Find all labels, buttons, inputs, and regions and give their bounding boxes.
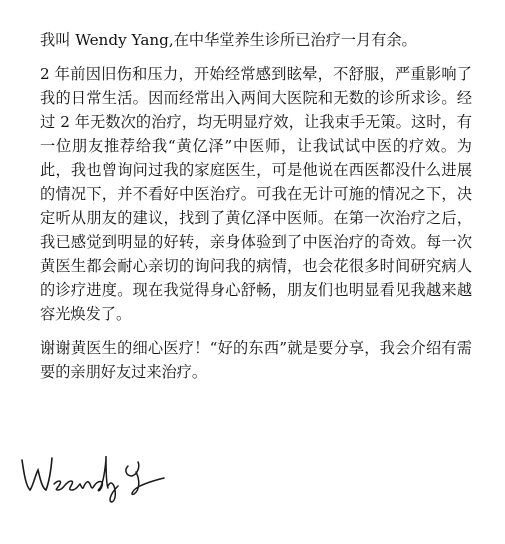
letter-paragraph-story: 2 年前因旧伤和压力，开始经常感到眩晕，不舒服，严重影响了我的日常生活。因而经常出入两间大医院和无数的诊所求诊。经过 2 年无数次的治疗，均无明显疗效，让我束手无策。这时，有一位朋友推荐给我“黄亿泽”中医师，让我试试中医的疗效。为此，我也曾询问过我的家庭医生，可是他说在西医都没什么进展的情况下，并不看好中医治疗。可我在无计可施的情况之下，决定听从朋友的建议，找到了黄亿泽中医师。在第一次治疗之后，我已感觉到明显的好转，亲身体验到了中医治疗的奇效。每一次黄医生都会耐心亲切的询问我的病情，也会花很多时间研究病人的诊疗进度。现在我觉得身心舒畅，朋友们也明显看见我越来越容光焕发了。 — [40, 65, 472, 323]
testimonial-letter — [40, 28, 472, 394]
handwritten-signature — [16, 436, 176, 506]
letter-paragraph-thanks: 谢谢黄医生的细心医疗！“好的东西”就是要分享，我会介绍有需要的亲朋好友过来治疗。 — [40, 339, 472, 381]
letter-opening: 我叫 Wendy Yang,在中华堂养生诊所已治疗一月有余。 — [40, 31, 417, 49]
